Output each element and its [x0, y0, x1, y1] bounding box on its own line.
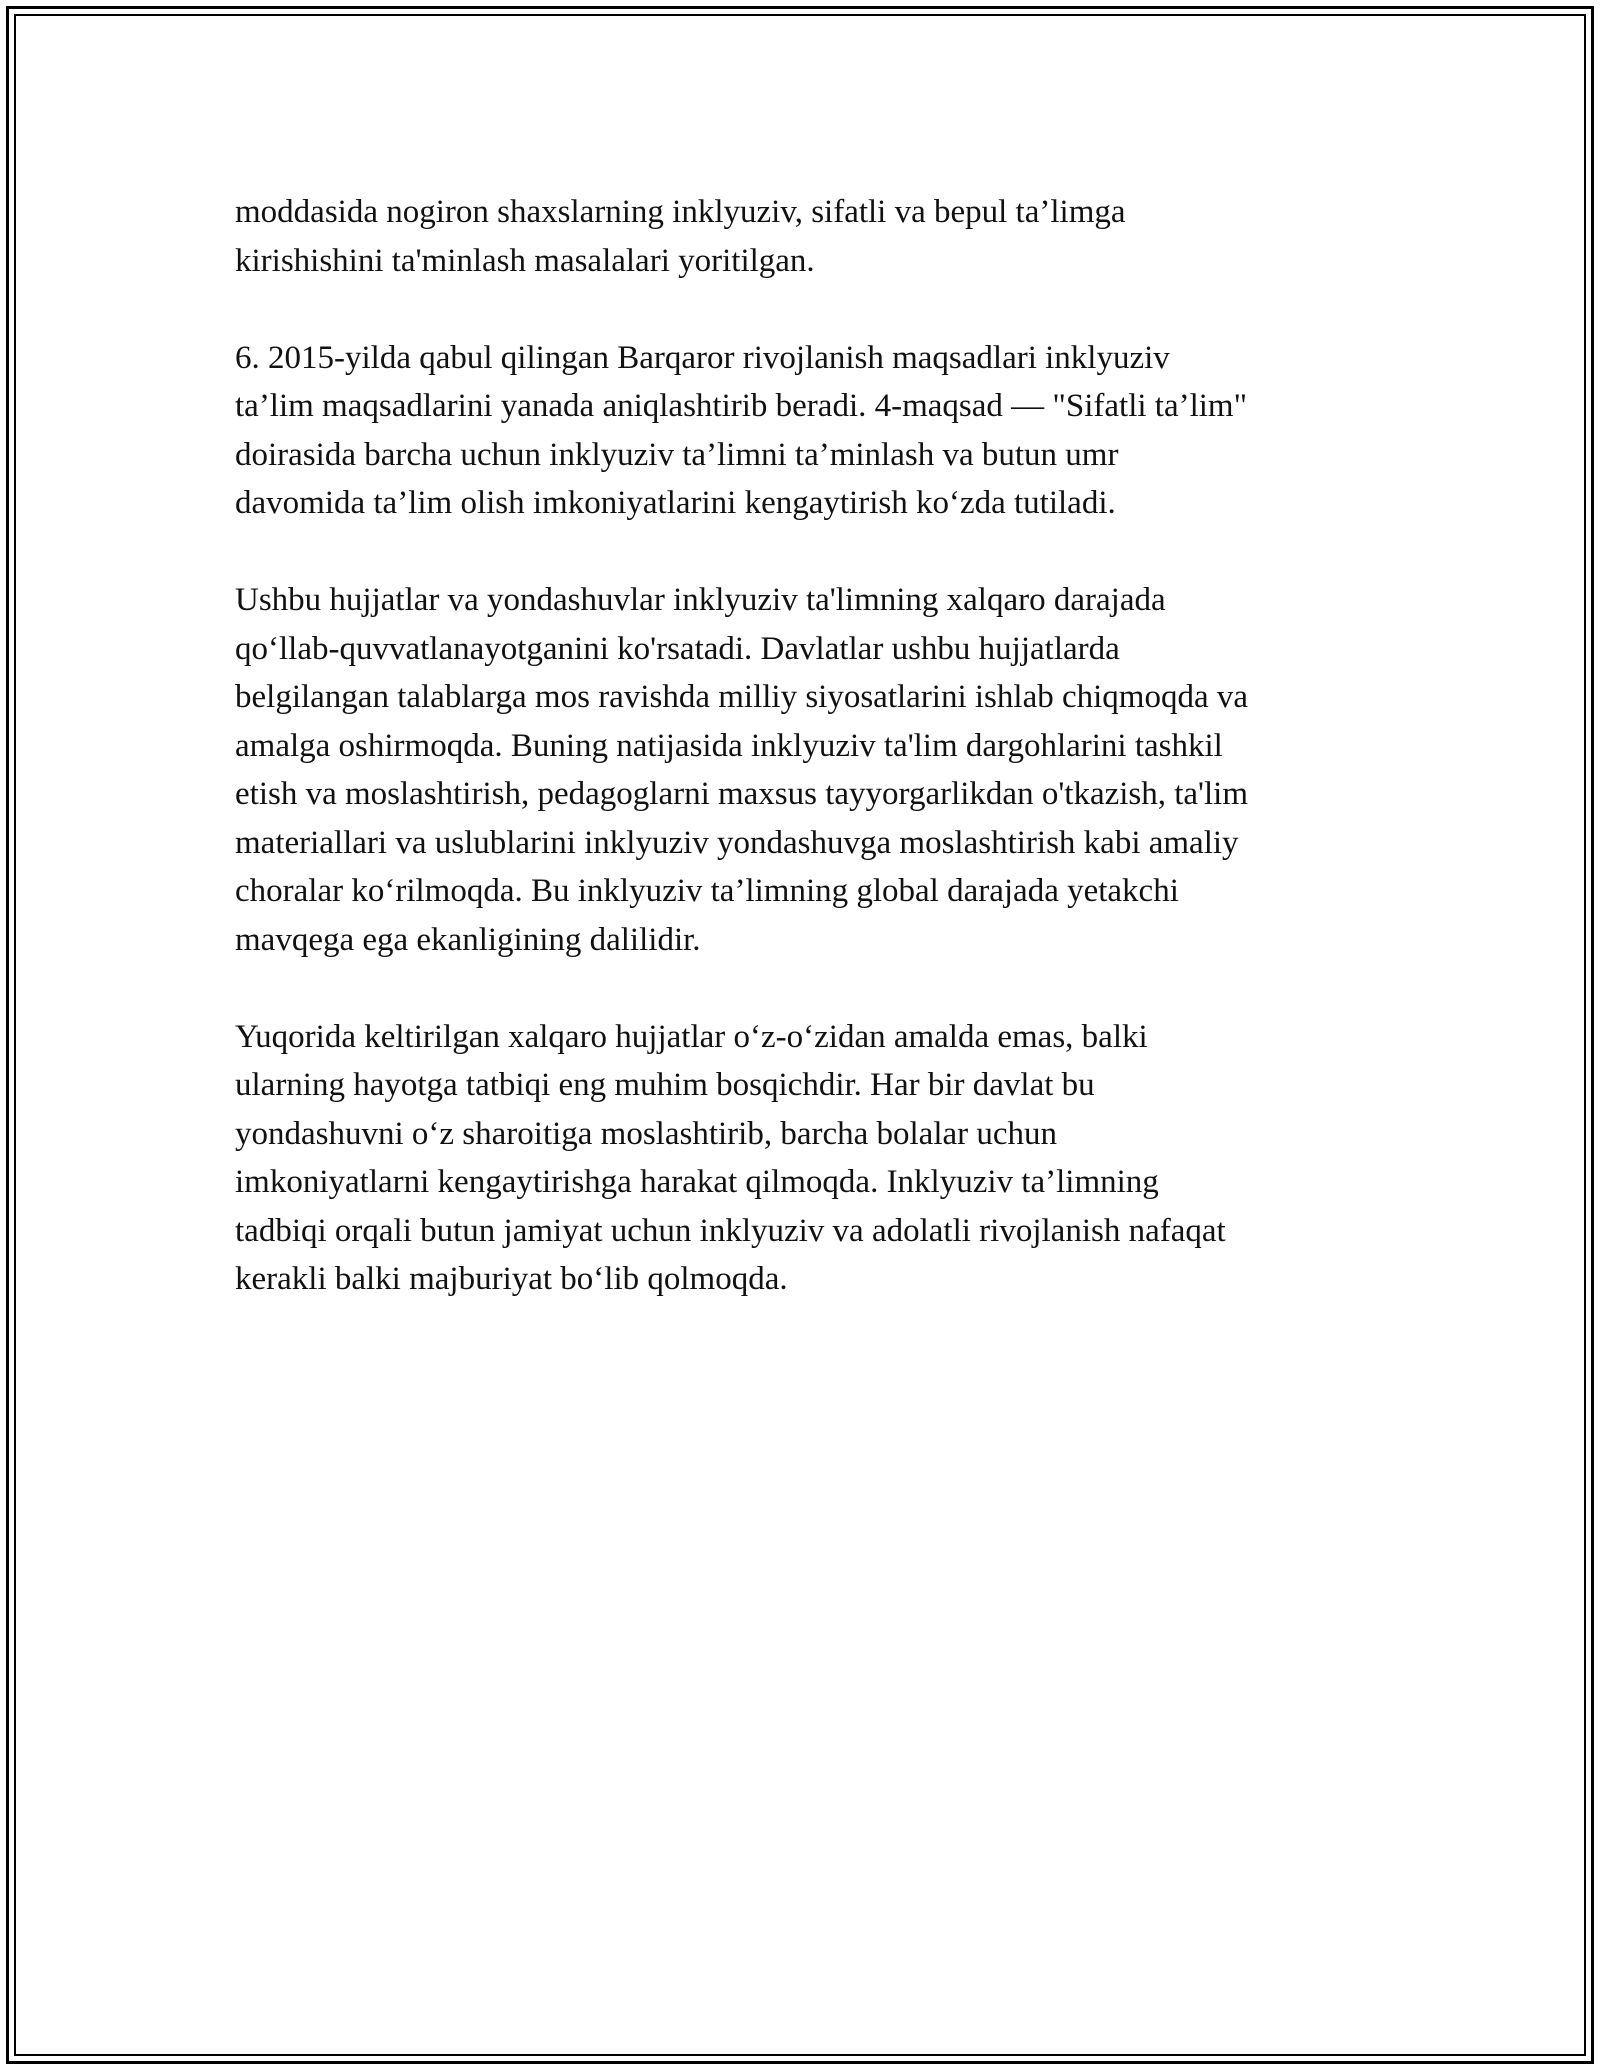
paragraph-implementation: Yuqorida keltirilgan xalqaro hujjatlar o‘z-o‘zidan amalda emas, balki ularning hayotga tatbiqi eng muhim bosqichdir. Har bir davlat bu yondashuvni o‘z sharoitiga moslashtirib, barcha bolalar uchun imkoniyatlarni kengaytirishga harakat qilmoqda. Inklyuziv ta’limning tadbiqi orqali butun jamiyat uchun inklyuziv va adolatli rivojlanish nafaqat kerakli balki majburiyat bo‘lib qolmoqda.: [235, 1018, 1226, 1297]
paragraph-article-continuation: moddasida nogiron shaxslarning inklyuziv, sifatli va bepul ta’limga kirishishini ta'minlash masalalari yoritilgan.: [235, 194, 1126, 279]
paragraph-sustainable-development-goals: 6. 2015-yilda qabul qilingan Barqaror rivojlanish maqsadlari inklyuziv ta’lim maqsadlarini yanada aniqlashtirib beradi. 4-maqsad — "Sifatli ta’lim" doirasida barcha uchun inklyuziv ta’limni ta’minlash va butun umr davomida ta’lim olish imkoniyatlarini kengaytirish ko‘zda tutiladi.: [235, 339, 1248, 521]
document-body: [235, 188, 1375, 1352]
paragraph-international-support: Ushbu hujjatlar va yondashuvlar inklyuziv ta'limning xalqaro darajada qo‘llab-quvvatlanayotganini ko'rsatadi. Davlatlar ushbu hujjatlarda belgilangan talablarga mos ravishda milliy siyosatlarini ishlab chiqmoqda va amalga oshirmoqda. Buning natijasida inklyuziv ta'lim dargohlarini tashkil etish va moslashtirish, pedagoglarni maxsus tayyorgarlikdan o'tkazish, ta'lim materiallari va uslublarini inklyuziv yondashuvga moslashtirish kabi amaliy choralar ko‘rilmoqda. Bu inklyuziv ta’limning global darajada yetakchi mavqega ega ekanligining dalilidir.: [235, 582, 1249, 958]
